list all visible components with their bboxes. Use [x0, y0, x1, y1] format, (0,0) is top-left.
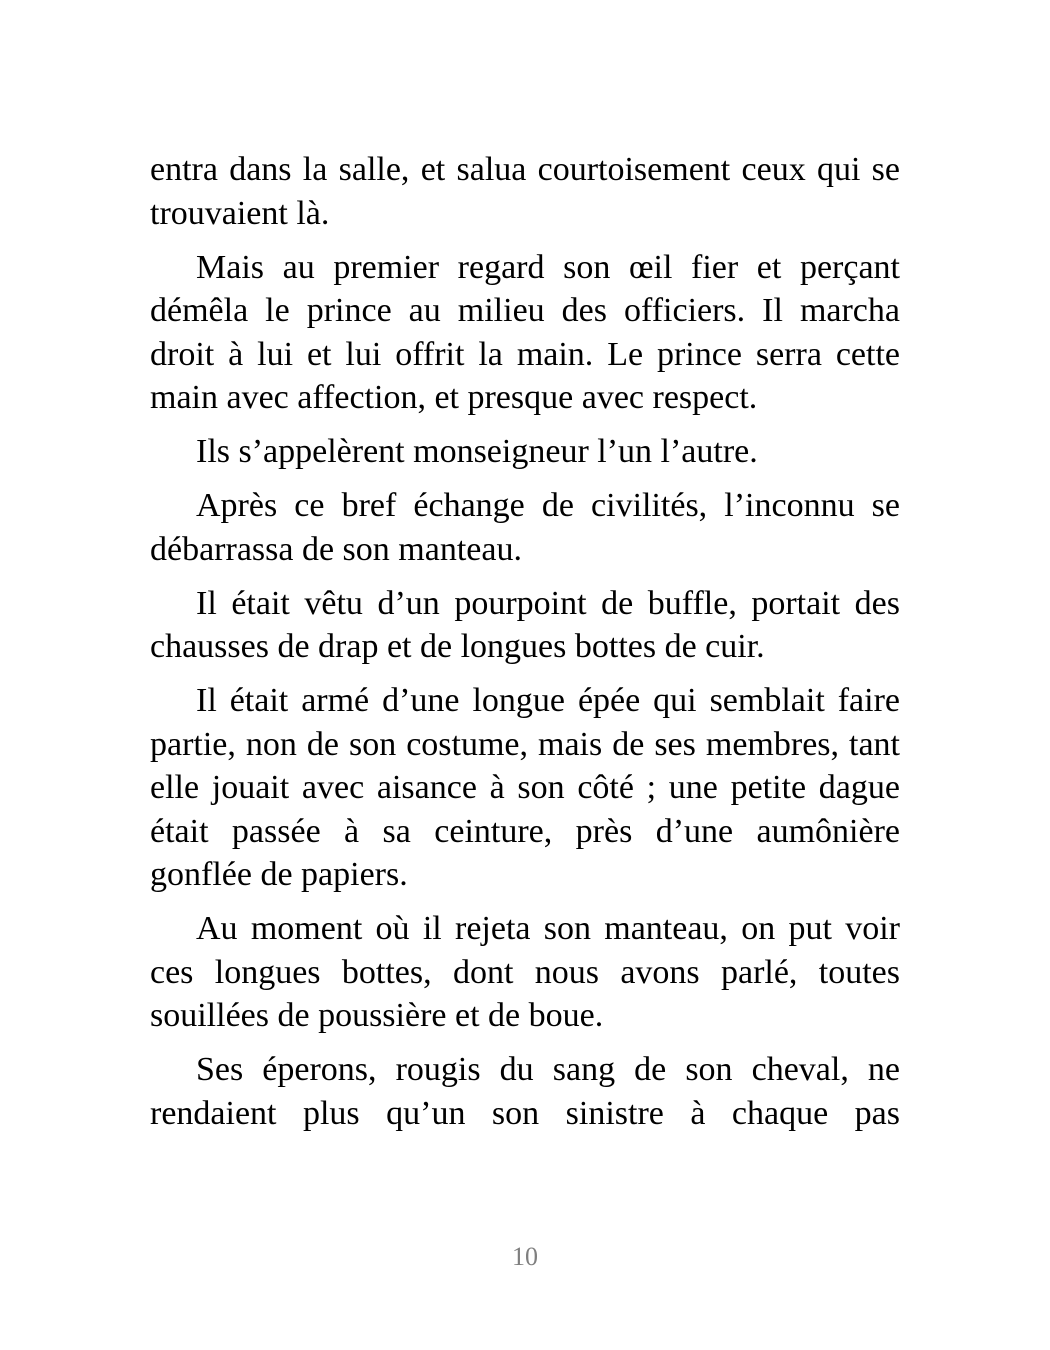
paragraph: Au moment où il rejeta son manteau, on put voir ces longues bottes, dont nous avons parlé, toutes souillées de poussière et de boue.	[150, 910, 900, 1034]
page-body	[150, 148, 900, 1146]
paragraph: Ils s’appelèrent monseigneur l’un l’autre.	[196, 433, 758, 470]
page-number: 10	[512, 1242, 538, 1271]
paragraph: Mais au premier regard son œil fier et perçant démêla le prince au milieu des officiers. Il marcha droit à lui et lui offrit la main. Le prince serra cette main avec affection, et presque avec respect.	[150, 248, 900, 416]
paragraph: Après ce bref échange de civilités, l’inconnu se débarrassa de son manteau.	[150, 487, 900, 568]
paragraph: Ses éperons, rougis du sang de son cheval, ne rendaient plus qu’un son sinistre à chaque pas	[150, 1051, 900, 1132]
paragraph: Il était vêtu d’un pourpoint de buffle, portait des chausses de drap et de longues bottes de cuir.	[150, 584, 900, 665]
paragraph: entra dans la salle, et salua courtoisement ceux qui se trouvaient là.	[150, 151, 900, 232]
paragraph: Il était armé d’une longue épée qui semblait faire partie, non de son costume, mais de ses membres, tant elle jouait avec aisance à son côté ; une petite dague était passée à sa ceinture, près d’une aumônière gonflée de papiers.	[150, 682, 900, 893]
